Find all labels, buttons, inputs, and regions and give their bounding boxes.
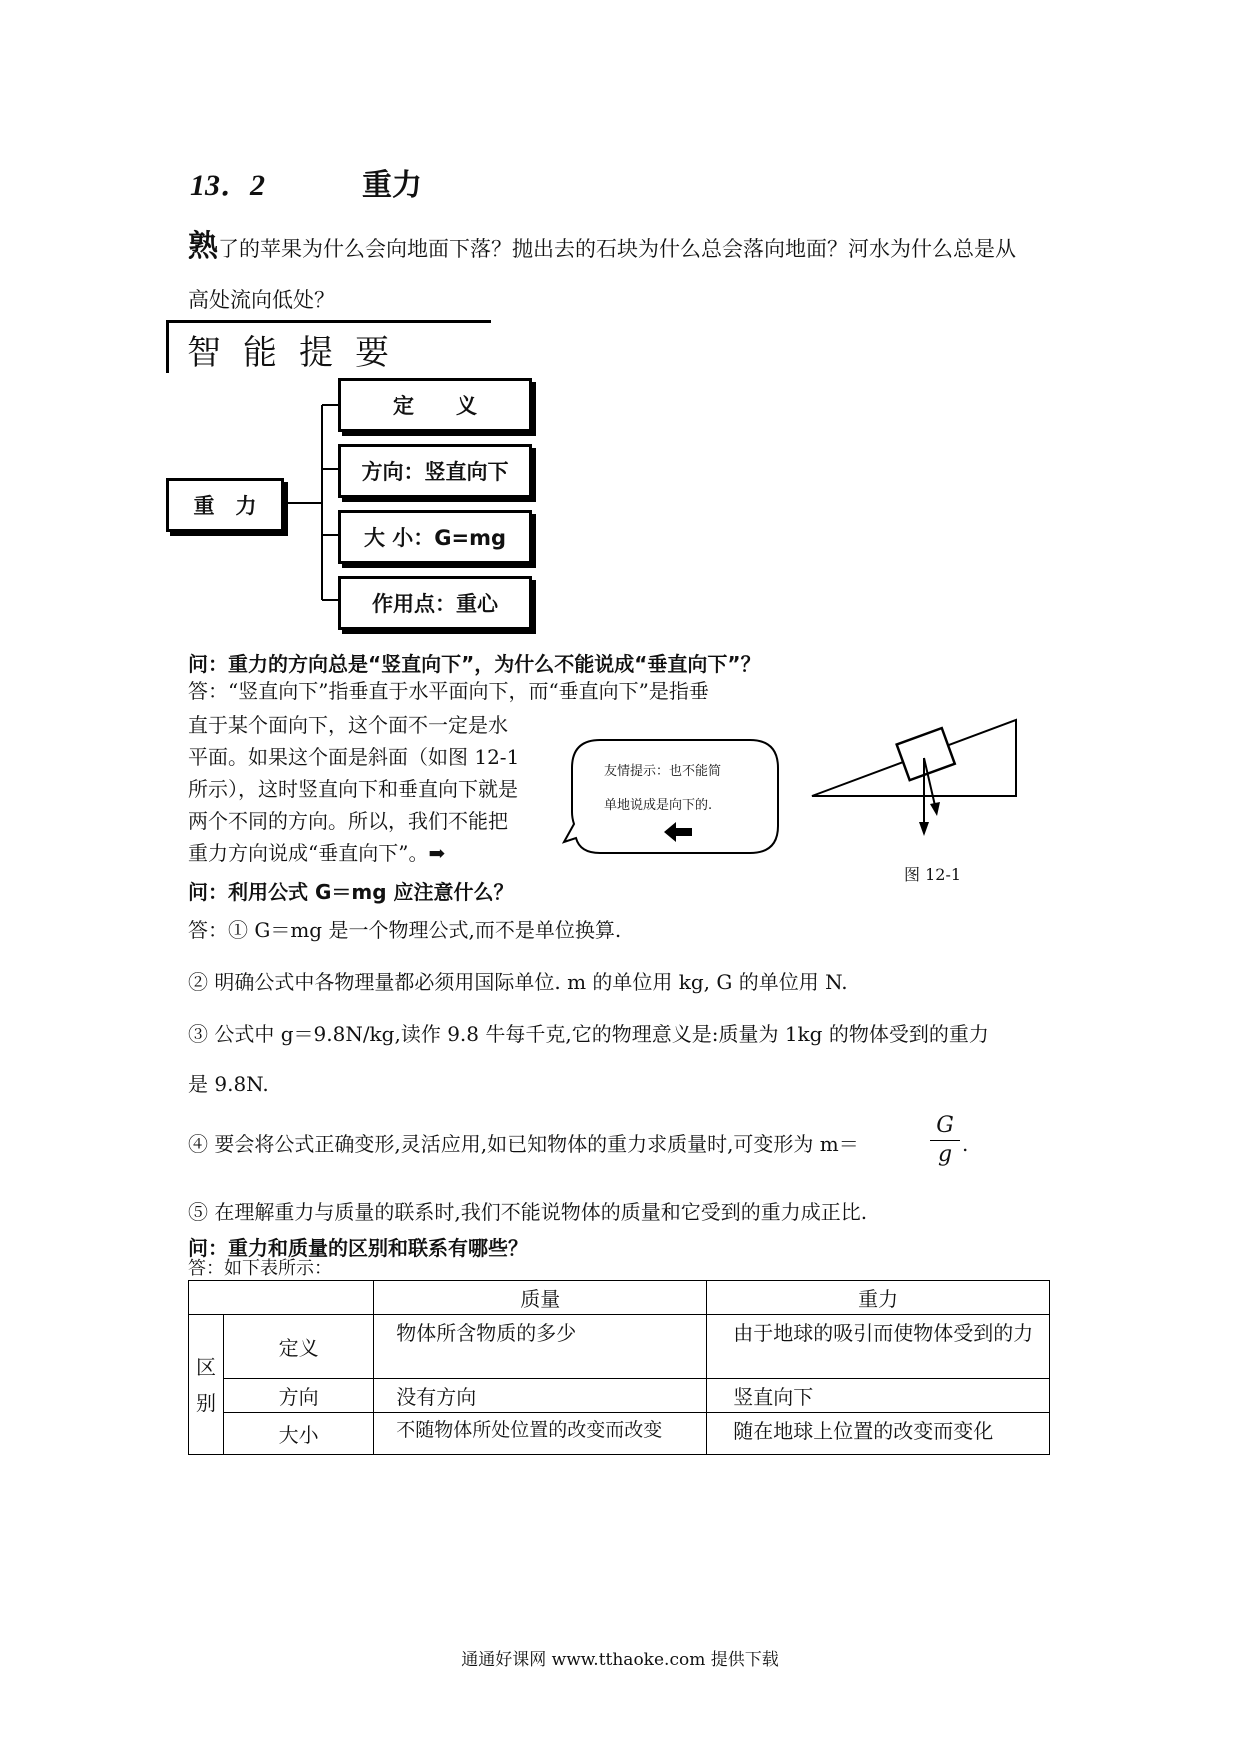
table-row-label: 方向 [224,1379,374,1413]
table-header-row [189,1281,1050,1315]
answer-1-line-4: 所示），这时竖直向下和垂直向下就是 [188,777,518,801]
formula-period: . [962,1132,969,1156]
comparison-table [188,1280,1050,1455]
table-row-label: 大小 [224,1413,374,1455]
section-heading [166,320,491,373]
intro-dropcap: 熟 [188,229,218,264]
mindmap-branch-center-of-gravity: 作用点：重心 [338,576,532,630]
note-4: ④ 要会将公式正确变形,灵活应用,如已知物体的重力求质量时,可变形为 m＝ [188,1132,859,1156]
answer-1-line-1: 答：“竖直向下”指垂直于水平面向下，而“垂直向下”是指垂 [188,679,709,703]
formula-fraction [930,1112,960,1169]
note-3-continued: 是 9.8N. [188,1072,269,1096]
section-heading-text: 智能提要 [187,333,411,373]
footer-text: 通通好课网 www.tthaoke.com 提供下载 [461,1650,779,1670]
table-cell-mass: 物体所含物质的多少 [374,1315,707,1379]
section-number: 13．2 [190,169,265,202]
table-header-mass: 质量 [374,1281,707,1315]
answer-1-line-5: 两个不同的方向。所以，我们不能把 [188,809,508,833]
note-5: ⑤ 在理解重力与质量的联系时,我们不能说物体的质量和它受到的重力成正比. [188,1200,868,1224]
table-header-gravity: 重力 [707,1281,1050,1315]
table-cell-mass: 没有方向 [374,1379,707,1413]
mindmap-branch-direction: 方向：竖直向下 [338,444,532,498]
table-header-empty [189,1281,374,1315]
table-group-label: 区 别 [189,1315,224,1455]
note-1: 答：① G＝mg 是一个物理公式,而不是单位换算. [188,918,622,942]
answer-1-line-2: 直于某个面向下，这个面不一定是水 [188,713,508,737]
formula-denominator: g [930,1140,960,1169]
question-2: 问：利用公式 G＝mg 应注意什么？ [188,880,514,904]
left-arrow-icon [664,822,694,842]
answer-3: 答：如下表所示： [188,1258,332,1279]
mindmap-root: 重 力 [166,478,284,532]
answer-1-line-3: 平面。如果这个面是斜面（如图 12-1 [188,745,520,769]
answer-1-line-6: 重力方向说成“垂直向下”。➡ [188,841,446,865]
figure-caption: 图 12-1 [904,865,962,884]
incline-figure [800,700,1020,860]
table-cell-gravity: 竖直向下 [707,1379,1050,1413]
table-row-label: 定义 [224,1315,374,1379]
question-3: 问：重力和质量的区别和联系有哪些？ [188,1236,528,1260]
mindmap-branch-magnitude: 大 小：G=mg [338,510,532,564]
tip-line-2: 单地说成是向下的. [604,798,713,813]
table-row [189,1413,1050,1455]
table-row [189,1315,1050,1379]
table-cell-gravity: 随在地球上位置的改变而变化 [707,1413,1050,1455]
note-3: ③ 公式中 g＝9.8N/kg,读作 9.8 牛每千克,它的物理意义是:质量为 1kg 的物体受到的重力 [188,1022,989,1046]
tip-line-1: 友情提示：也不能简 [604,764,722,779]
mindmap-connectors [280,380,340,610]
question-1: 问：重力的方向总是“竖直向下”，为什么不能说成“垂直向下”？ [188,652,761,676]
page-title: 重力 [362,168,422,203]
note-2: ② 明确公式中各物理量都必须用国际单位. m 的单位用 kg, G 的单位用 N. [188,970,848,994]
table-row [189,1379,1050,1413]
mindmap-branch-definition: 定 义 [338,378,532,432]
formula-numerator: G [936,1113,954,1138]
intro-line-1 [188,229,1068,264]
intro-line-2: 高处流向低处？ [188,288,335,312]
table-cell-gravity: 由于地球的吸引而使物体受到的力 [707,1315,1050,1379]
table-cell-mass: 不随物体所处位置的改变而改变 [374,1413,707,1455]
intro-text-1: 了的苹果为什么会向地面下落？抛出去的石块为什么总会落向地面？河水为什么总是从 [218,237,1016,261]
